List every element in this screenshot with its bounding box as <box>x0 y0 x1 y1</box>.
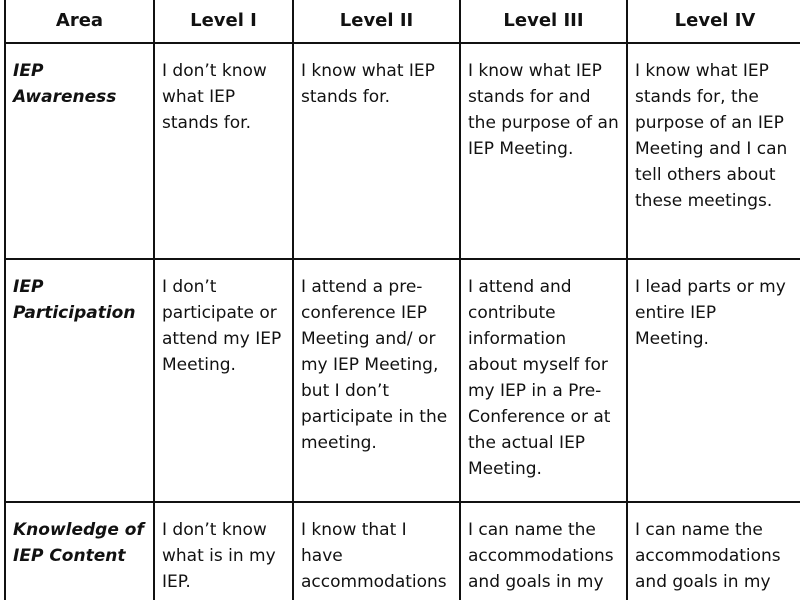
cell-text: I know what IEP stands for. <box>301 61 435 107</box>
cell-text: I know what IEP stands for and the purpose of an IEP Meeting. <box>468 61 619 159</box>
cell-awareness-level-1 <box>154 43 293 259</box>
header-level-3-label: Level III <box>503 10 584 31</box>
cell-awareness-level-3 <box>460 43 627 259</box>
header-level-4-label: Level IV <box>674 10 756 31</box>
cell-text: I don’t know what is in my IEP. <box>162 520 276 592</box>
area-knowledge-of-iep-content <box>5 502 154 600</box>
cell-knowledge-level-1 <box>154 502 293 600</box>
cell-text: I attend a pre-conference IEP Meeting and/ or my IEP Meeting, but I don’t participate in the meeting. <box>301 277 448 453</box>
area-iep-awareness <box>5 43 154 259</box>
cell-text: I can name the accommodations and goals in my <box>468 520 614 592</box>
header-area <box>5 0 154 43</box>
header-level-1-label: Level I <box>190 10 257 31</box>
cell-text: I can name the accommodations and goals in my <box>635 520 781 592</box>
cell-text: I know what IEP stands for, the purpose of an IEP Meeting and I can tell others about these meetings. <box>635 61 788 211</box>
area-label: Knowledge of IEP Content <box>13 520 144 566</box>
header-level-2 <box>293 0 460 43</box>
cell-participation-level-2 <box>293 259 460 502</box>
cell-knowledge-level-2 <box>293 502 460 600</box>
table-row <box>5 259 800 502</box>
table-row <box>5 502 800 600</box>
cell-awareness-level-2 <box>293 43 460 259</box>
table-row <box>5 43 800 259</box>
header-row <box>5 0 800 43</box>
header-area-label: Area <box>55 10 104 31</box>
rubric-header <box>5 0 800 43</box>
cell-text: I lead parts or my entire IEP Meeting. <box>635 277 786 349</box>
cell-awareness-level-4 <box>627 43 800 259</box>
rubric-body <box>5 43 800 600</box>
cell-text: I attend and contribute information about myself for my IEP in a Pre-Conference or at the actual IEP Meeting. <box>468 277 611 479</box>
cell-participation-level-3 <box>460 259 627 502</box>
header-level-1 <box>154 0 293 43</box>
header-level-2-label: Level II <box>339 10 414 31</box>
area-label: IEP Awareness <box>13 61 117 107</box>
cell-knowledge-level-4 <box>627 502 800 600</box>
cell-participation-level-1 <box>154 259 293 502</box>
area-label: IEP Participation <box>13 277 136 323</box>
header-level-4 <box>627 0 800 43</box>
iep-rubric-table <box>4 0 800 600</box>
cell-text: I know that I have accommodations <box>301 520 447 592</box>
area-iep-participation <box>5 259 154 502</box>
cell-text: I don’t participate or attend my IEP Meeting. <box>162 277 282 375</box>
cell-participation-level-4 <box>627 259 800 502</box>
cell-text: I don’t know what IEP stands for. <box>162 61 267 133</box>
cell-knowledge-level-3 <box>460 502 627 600</box>
header-level-3 <box>460 0 627 43</box>
